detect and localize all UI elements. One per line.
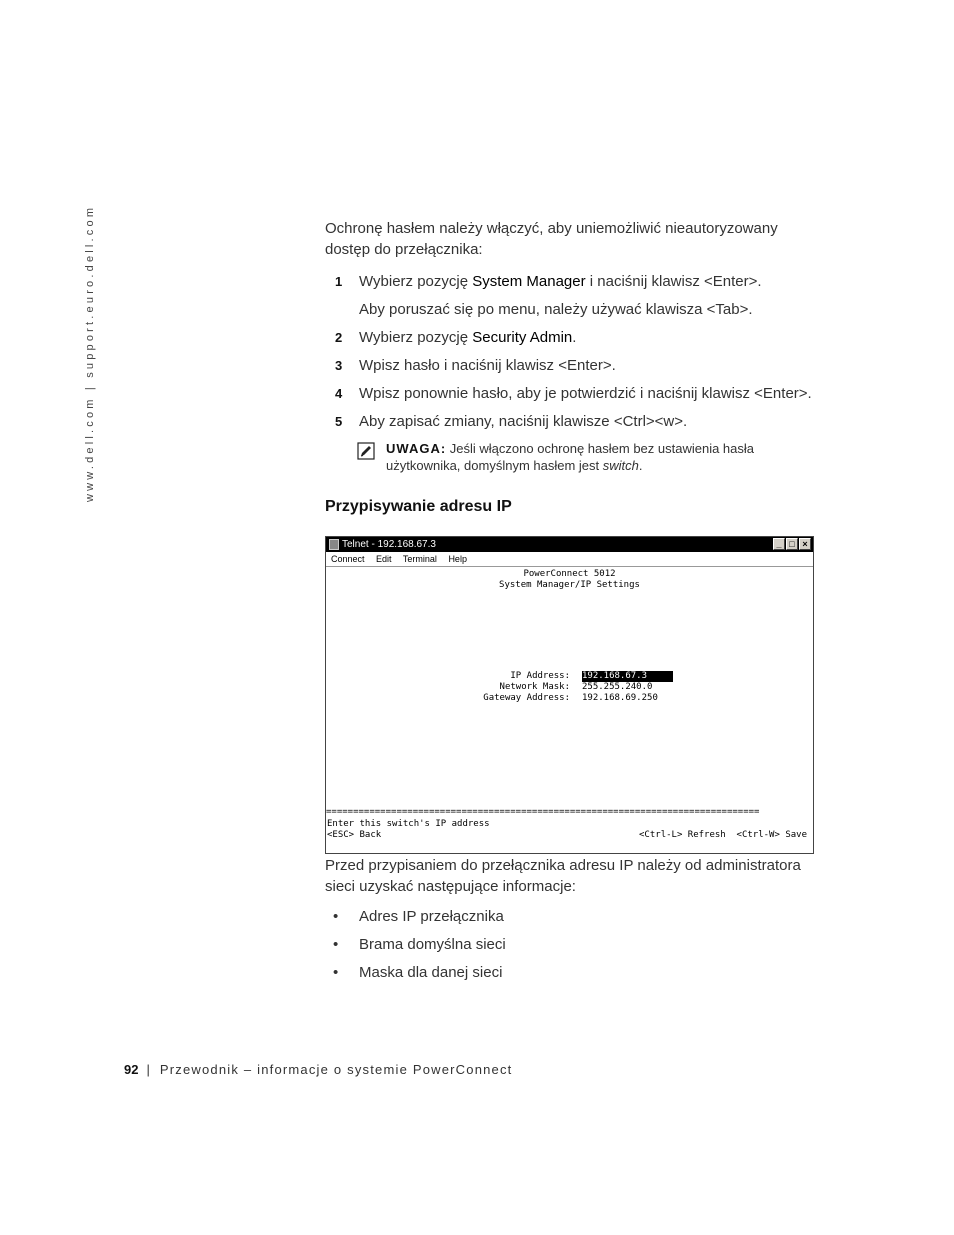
bullet-icon: • [333, 964, 339, 981]
telnet-app-icon [329, 539, 339, 550]
note-pen-icon [357, 442, 375, 460]
ip-address-input[interactable]: 192.168.67.3 [582, 671, 673, 682]
gateway-address-value[interactable]: 192.168.69.250 [582, 693, 658, 703]
telnet-window [325, 536, 814, 854]
main-content [325, 218, 815, 516]
shortcut-hints: <Ctrl-L> Refresh <Ctrl-W> Save [639, 830, 807, 840]
gateway-address-label: Gateway Address: [483, 693, 570, 703]
telnet-menu-bar [326, 552, 813, 567]
step-text: i naciśnij klawisz <Enter>. [585, 273, 762, 290]
requirements-list [325, 907, 815, 983]
screen-header-path: System Manager/IP Settings [499, 580, 640, 590]
network-mask-value[interactable]: 255.255.240.0 [582, 682, 653, 692]
close-icon[interactable]: × [799, 538, 811, 550]
note-box [325, 440, 815, 474]
note-emphasis: switch [602, 458, 639, 473]
ip-address-label: IP Address: [510, 671, 570, 681]
list-item-text: Adres IP przełącznika [359, 908, 504, 925]
window-controls [773, 538, 811, 550]
terminal-screen [326, 567, 813, 853]
step-text: Wybierz pozycję [359, 329, 473, 346]
maximize-icon[interactable]: □ [786, 538, 798, 550]
step-text: . [572, 329, 577, 346]
note-end: . [638, 458, 643, 473]
minimize-icon[interactable]: _ [773, 538, 785, 550]
list-item [325, 963, 815, 983]
menu-help[interactable]: Help [448, 554, 467, 564]
step-number: 4 [335, 386, 343, 401]
footer-divider: | [146, 1062, 150, 1077]
bullet-icon: • [333, 936, 339, 953]
list-item-text: Brama domyślna sieci [359, 936, 506, 953]
step-3 [325, 356, 815, 376]
footer-title: Przewodnik – informacje o systemie PowerConnect [159, 1062, 513, 1077]
step-number: 3 [335, 358, 343, 373]
telnet-title: Telnet - 192.168.67.3 [342, 539, 436, 550]
menu-edit[interactable]: Edit [376, 554, 392, 564]
steps-list [325, 272, 815, 432]
after-paragraph: Przed przypisaniem do przełącznika adresu IP należy od administratora sieci uzyskać następujące informacje: [325, 857, 801, 895]
step-text: Wybierz pozycję [359, 273, 473, 290]
menu-term: Security Admin [472, 329, 573, 346]
network-mask-label: Network Mask: [499, 682, 570, 692]
step-number: 1 [335, 274, 343, 289]
step-text: Wpisz hasło i naciśnij klawisz <Enter>. [359, 357, 616, 374]
step-2 [325, 328, 815, 348]
telnet-title-bar [326, 537, 813, 552]
step-text: Wpisz ponownie hasło, aby je potwierdzić i naciśnij klawisz <Enter>. [359, 385, 812, 402]
note-text: Jeśli włączono ochronę hasłem bez ustawienia hasła użytkownika, domyślnym hasłem jest [386, 441, 755, 473]
after-content [325, 855, 815, 991]
step-5 [325, 412, 815, 432]
list-item [325, 907, 815, 927]
step-1 [325, 272, 815, 292]
list-item-text: Maska dla danej sieci [359, 964, 503, 981]
page-footer [124, 1062, 513, 1077]
bullet-icon: • [333, 908, 339, 925]
menu-term: System Manager [472, 273, 586, 290]
step-number: 5 [335, 414, 343, 429]
screen-separator: ================================================================================ [326, 807, 760, 817]
esc-back-hint: <ESC> Back [327, 830, 382, 840]
menu-connect[interactable]: Connect [331, 554, 365, 564]
list-item [325, 935, 815, 955]
step-text: Aby zapisać zmiany, naciśnij klawisze <Ctrl><w>. [359, 413, 688, 430]
intro-paragraph: Ochronę hasłem należy włączyć, aby uniemożliwić nieautoryzowany dostęp do przełącznika: [325, 220, 778, 258]
screen-prompt: Enter this switch's IP address [327, 819, 490, 829]
side-url: www.dell.com | support.euro.dell.com [84, 204, 96, 502]
section-heading: Przypisywanie adresu IP [325, 498, 512, 515]
page-number: 92 [124, 1062, 139, 1077]
screen-header-product: PowerConnect 5012 [523, 569, 616, 579]
step-number: 2 [335, 330, 343, 345]
note-label: UWAGA: [386, 441, 447, 456]
menu-terminal[interactable]: Terminal [402, 554, 437, 564]
step-4 [325, 384, 815, 404]
step-1-detail: Aby poruszać się po menu, należy używać klawisza <Tab>. [359, 301, 753, 318]
